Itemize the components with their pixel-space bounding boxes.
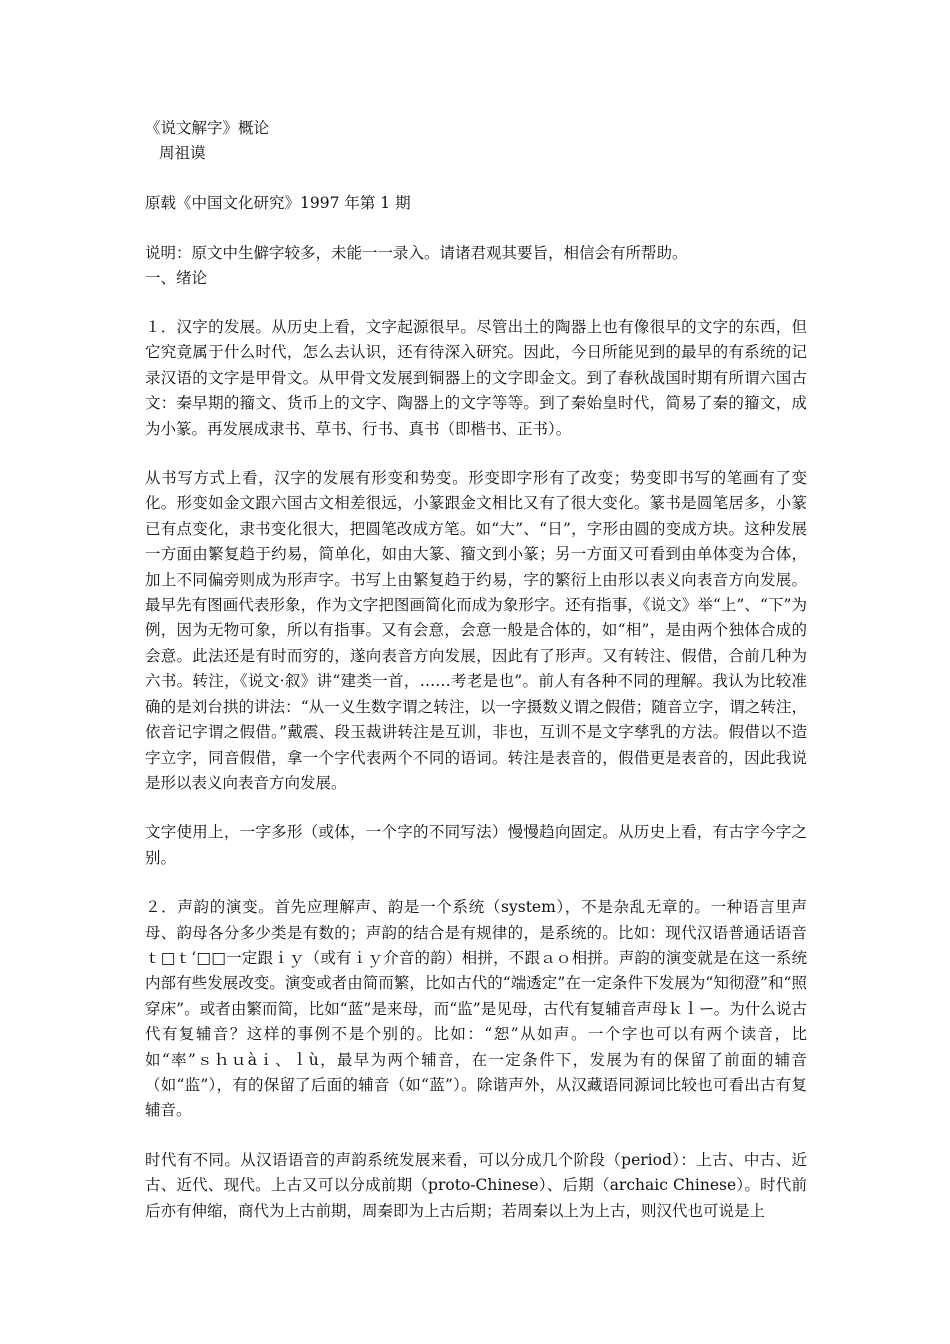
paragraph: １．汉字的发展。从历史上看，文字起源很早。尽管出土的陶器上也有像很早的文字的东西，但它究竟属于什么时代，怎么去认识，还有待深入研究。因此，今日所能见到的最早的有系统的记录汉语的文字是甲骨文。从甲骨文发展到铜器上的文字即金文。到了春秋战国时期有所谓六国古文：秦早期的籀文、货币上的文字、陶器上的文字等等。到了秦始皇时代，简易了秦的籀文，成为小篆。再发展成隶书、草书、行书、真书（即楷书、正书）。 <box>145 318 807 438</box>
spacer <box>145 291 807 315</box>
document-title: 《说文解字》概论 <box>145 119 270 137</box>
spacer <box>145 166 807 191</box>
spacer <box>145 1124 807 1148</box>
note-line: 说明：原文中生僻字较多，未能一一录入。请诸君观其要旨，相信会有所帮助。 <box>145 244 688 262</box>
author-name: 周祖谟 <box>159 144 206 162</box>
section-heading: 一、绪论 <box>145 269 208 287</box>
paragraph: 从书写方式上看，汉字的发展有形变和势变。形变即字形有了改变；势变即书写的笔画有了变化。形变如金文跟六国古文相差很远，小篆跟金文相比又有了很大变化。篆书是圆笔居多，小篆已有点变化，隶书变化很大，把圆笔改成方笔。如“大”、“日”，字形由圆的变成方块。这种发展一方面由繁复趋于约易，简单化，如由大篆、籀文到小篆；另一方面又可看到由单体变为合体，加上不同偏旁则成为形声字。书写上由繁复趋于约易，字的繁衍上由形以表义向表音方向发展。最早先有图画代表形象，作为文字把图画简化而成为象形字。还有指事，《说文》举“上”、“下”为例，因为无物可象，所以有指事。又有会意，会意一般是合体的，如“相”，是由两个独体合成的会意。此法还是有时而穷的，遂向表音方向发展，因此有了形声。又有转注、假借，合前几种为六书。转注，《说文·叙》讲“建类一首，……考老是也”。前人有各种不同的理解。我认为比较准确的是刘台拱的讲法：“从一义生数字谓之转注，以一字摄数义谓之假借；随音立字，谓之转注，依音记字谓之假借。”戴震、段玉裁讲转注是互训，非也，互训不是文字孳乳的方法。假借以不造字立字，同音假借，拿一个字代表两个不同的语词。转注是表音的，假借更是表音的，因此我说是形以表义向表音方向发展。 <box>145 469 807 792</box>
source-line: 原载《中国文化研究》1997 年第 1 期 <box>145 194 411 212</box>
spacer <box>145 871 807 895</box>
paragraph: 时代有不同。从汉语语音的声韵系统发展来看，可以分成几个阶段（period）：上古、中古、近古、近代、现代。上古又可以分成前期（proto-Chinese）、后期（archaic Chinese）。时代前后亦有伸缩，商代为上古前期，周秦即为上古后期；若周秦以上为上古，则汉代也可说是上 <box>145 1150 807 1220</box>
paragraph: 文字使用上，一字多形（或体，一个字的不同写法）慢慢趋向固定。从历史上看，有古字今字之别。 <box>145 823 807 867</box>
document-page <box>145 116 807 1224</box>
spacer <box>145 442 807 466</box>
spacer <box>145 216 807 241</box>
spacer <box>145 796 807 820</box>
paragraph: ２．声韵的演变。首先应理解声、韵是一个系统（system），不是杂乱无章的。一种语言里声母、韵母各分多少类是有数的；声韵的结合是有规律的，是系统的。比如：现代汉语普通话语音ｔ□ｔ‘□□一定跟ｉｙ（或有ｉｙ介音的韵）相拼，不跟ａｏ相拼。声韵的演变就是在这一系统内部有些发展改变。演变或者由简而繁，比如古代的“端透定”在一定条件下发展为“知彻澄”和“照穿床”。或者由繁而简，比如“蓝”是来母，而“监”是见母，古代有复辅音声母ｋｌー。为什么说古代有复辅音？这样的事例不是个别的。比如：“恕”从如声。一个字也可以有两个读音，比如“率”ｓｈｕàｉ、ｌù，最早为两个辅音，在一定条件下，发展为有的保留了前面的辅音（如“监”），有的保留了后面的辅音（如“蓝”）。除谐声外，从汉藏语同源词比较也可看出古有复辅音。 <box>145 898 807 1120</box>
